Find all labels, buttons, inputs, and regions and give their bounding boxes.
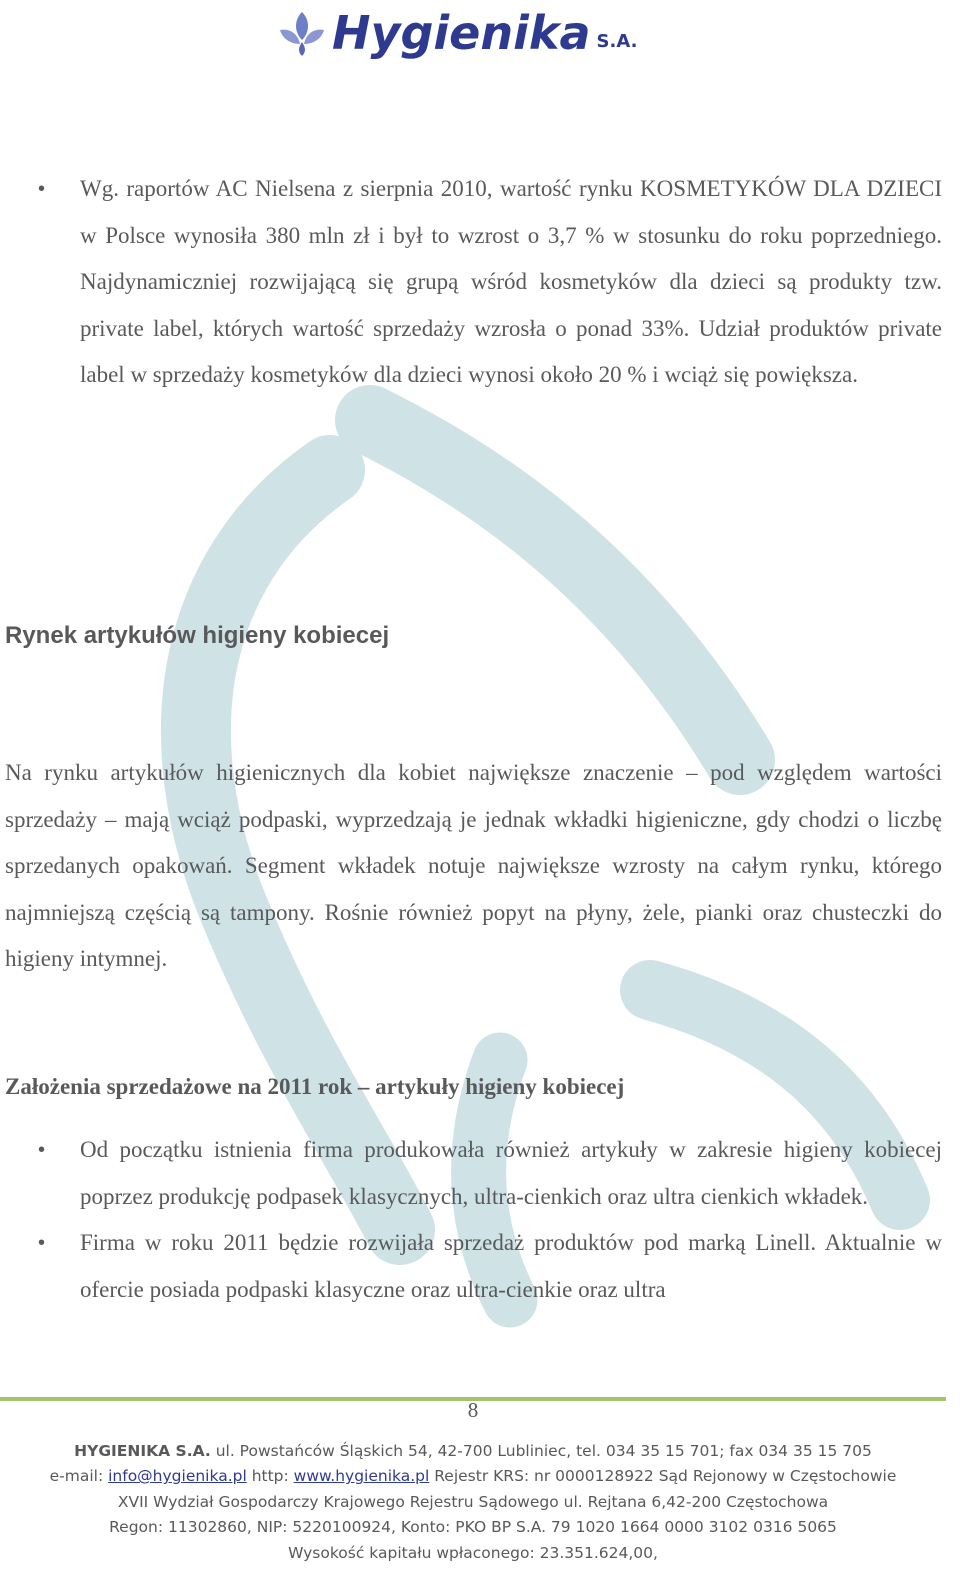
footer-email-label: e-mail: bbox=[49, 1467, 109, 1486]
footer-line-capital: Wysokość kapitału wpłaconego: 23.351.624,00, bbox=[288, 1543, 658, 1562]
footer-krs: Rejestr KRS: nr 0000128922 Sąd Rejonowy w Częstochowie bbox=[429, 1467, 897, 1486]
footer-http-label: http: bbox=[246, 1467, 294, 1486]
page-number: 8 bbox=[467, 1398, 479, 1422]
sales-assumptions-list bbox=[0, 1127, 960, 1313]
company-footer bbox=[0, 1439, 946, 1566]
email-link[interactable]: info@hygienika.pl bbox=[108, 1467, 247, 1486]
footer-line-court: XVII Wydział Gospodarczy Krajowego Rejestru Sądowego ul. Rejtana 6,42-200 Częstochowa bbox=[117, 1492, 829, 1511]
footer-line-contact bbox=[0, 1464, 946, 1489]
section-heading-sales-assumptions: Założenia sprzedażowe na 2011 rok – artykuły higieny kobiecej bbox=[5, 1074, 625, 1099]
market-report-list bbox=[0, 166, 960, 399]
list-item: • Wg. raportów AC Nielsena z sierpnia 2010, wartość rynku KOSMETYKÓW DLA DZIECI w Polsce wynosiła 380 mln zł i był to wzrost o 3,7 % w stosunku do roku poprzedniego. Najdynamiczniej rozwijającą się grupą wśród kosmetyków dla dzieci są produkty tzw. private label, których wartość sprzedaży wzrosła o ponad 33%. Udział produktów private label w sprzedaży kosmetyków dla dzieci wynosi około 20 % i wciąż się powiększa. bbox=[0, 166, 960, 399]
brand-suffix: S.A. bbox=[596, 31, 638, 52]
footer-line-address bbox=[0, 1439, 946, 1464]
footer-company-name: HYGIENIKA S.A. bbox=[74, 1442, 211, 1460]
footer-line-regon: Regon: 11302860, NIP: 5220100924, Konto: PKO BP S.A. 79 1020 1664 0000 3102 0316 5065 bbox=[109, 1518, 837, 1537]
company-logo bbox=[276, 4, 637, 58]
list-item: • Od początku istnienia firma produkowała również artykuły w zakresie higieny kobiecej poprzez produkcję podpasek klasycznych, ultra-cienkich oraz ultra cienkich wkładek. bbox=[0, 1127, 960, 1220]
brand-name: Hygienika bbox=[332, 6, 591, 60]
section-heading-feminine-hygiene-market: Rynek artykułów higieny kobiecej bbox=[5, 622, 390, 649]
website-link[interactable]: www.hygienika.pl bbox=[293, 1467, 430, 1486]
list-item: • Firma w roku 2011 będzie rozwijała sprzedaż produktów pod marką Linell. Aktualnie w ofercie posiada podpaski klasyczne oraz ultra-cienkie oraz ultra bbox=[0, 1220, 960, 1313]
footer-address: ul. Powstańców Śląskich 54, 42-700 Lubliniec, tel. 034 35 15 701; fax 034 35 15 705 bbox=[210, 1442, 872, 1460]
leaf-flower-icon bbox=[276, 8, 328, 58]
market-paragraph: Na rynku artykułów higienicznych dla kobiet największe znaczenie – pod względem wartości sprzedaży – mają wciąż podpaski, wyprzedzają je jednak wkładki higieniczne, gdy chodzi o liczbę sprzedanych opakowań. Segment wkładek notuje największe wzrosty na całym rynku, którego najmniejszą częścią są tampony. Rośnie również popyt na płyny, żele, pianki oraz chusteczki do higieny intymnej. bbox=[5, 760, 942, 971]
